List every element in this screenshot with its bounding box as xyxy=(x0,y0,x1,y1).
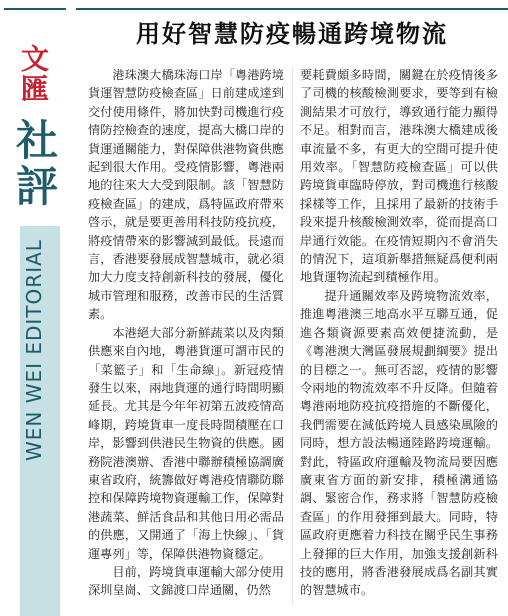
article-column-left xyxy=(88,66,284,600)
paragraph: 港珠澳大橋珠海口岸「粵港跨境貨運智慧防疫檢查區」日前建成達到交付使用條件，將加快對司機進行疫情防控檢查的速度，提高大橋口岸的貨運通關能力，對保障供港物資供應起到很大作用。受疫情影響，粵港兩地的往來大大受到限制。該「智慧防疫檢查區」的建成，爲特區政府帶來啓示，就是要更善用科技防疫抗疫，將疫情帶來的影響減到最低。長遠而言，香港要發展成智慧城市，就必須加大力度支持創新科技的發展，優化城市管理和服務，改善市民的生活質素。 xyxy=(88,68,284,322)
sidebar xyxy=(0,0,76,615)
brand-logo-text: 文匯 xyxy=(17,44,50,104)
header-rule xyxy=(76,8,508,10)
paragraph: 本港絕大部分新鮮蔬菜以及肉類供應來自內地，粵港貨運可謂市民的「菜籃子」和「生命線」。新冠疫情發生以來，兩地貨運的通行時間明顯延長。尤其是今年年初第五波疫情高峰期，跨境貨車一度長時間積壓在口岸，影響到供港民生物資的供應。國務院港澳辦、香港中聯辦積極協調廣東省政府，統籌做好粵港疫情聯防聯控和保障跨境物資運輸工作，保障對港蔬菜、鮮活食品和其他日用必需品的供應，又開通了「海上快線」、「貨運專列」等，保障供港物資穩定。 xyxy=(88,325,284,561)
paragraph: 目前，跨境貨車運輸大部分使用深圳皇崗、文錦渡口岸通關，仍然 xyxy=(88,564,284,598)
article-title: 用好智慧防疫暢通跨境物流 xyxy=(136,19,448,48)
paragraph: 要耗費頗多時間，關鍵在於疫情後多了司機的核酸檢測要求，要等到有檢測結果才可放行，導致通行能力顯得不足。相對而言，港珠澳大橋建成後車流量不多，有更大的空間可提升使用效率。「智慧防疫檢查區」可以供跨境貨車臨時停放，對司機進行核酸採樣等工作，且採用了最新的技術手段來提升核酸檢測效率，從而提高口岸通行效能。在疫情短期內不會消失的情況下，這項新舉措無疑爲便利兩地貨運物流起到積極作用。 xyxy=(300,68,498,285)
paragraph: 提升通關效率及跨境物流效率，推進粵港澳三地高水平互聯互通，促進各類資源要素高效便捷流動，是《粵港澳大灣區發展規劃綱要》提出的目標之一。無可否認，疫情的影響令兩地的物流效率不升反降。但隨着粵港兩地防疫抗疫措施的不斷優化，我們需要在減低跨境人員感染風險的同時，想方設法暢通陸路跨境運輸。對此，特區政府運輸及物流局要因應廣東省方面的新安排，積極溝通協調、緊密合作，務求將「智慧防疫檢查區」的作用發揮到最大。同時，特區政府更應着力科技在關乎民生事務上發揮的巨大作用，加強支援創新科技的應用，將香港發展成爲名副其實的智慧城市。 xyxy=(300,288,498,598)
article-column-right xyxy=(300,66,498,600)
sidebar-top-rule xyxy=(4,8,66,10)
column-divider xyxy=(292,66,293,606)
column-name: 社評 xyxy=(10,118,59,210)
english-column-label: WEN WEI EDITORIAL xyxy=(22,239,46,461)
